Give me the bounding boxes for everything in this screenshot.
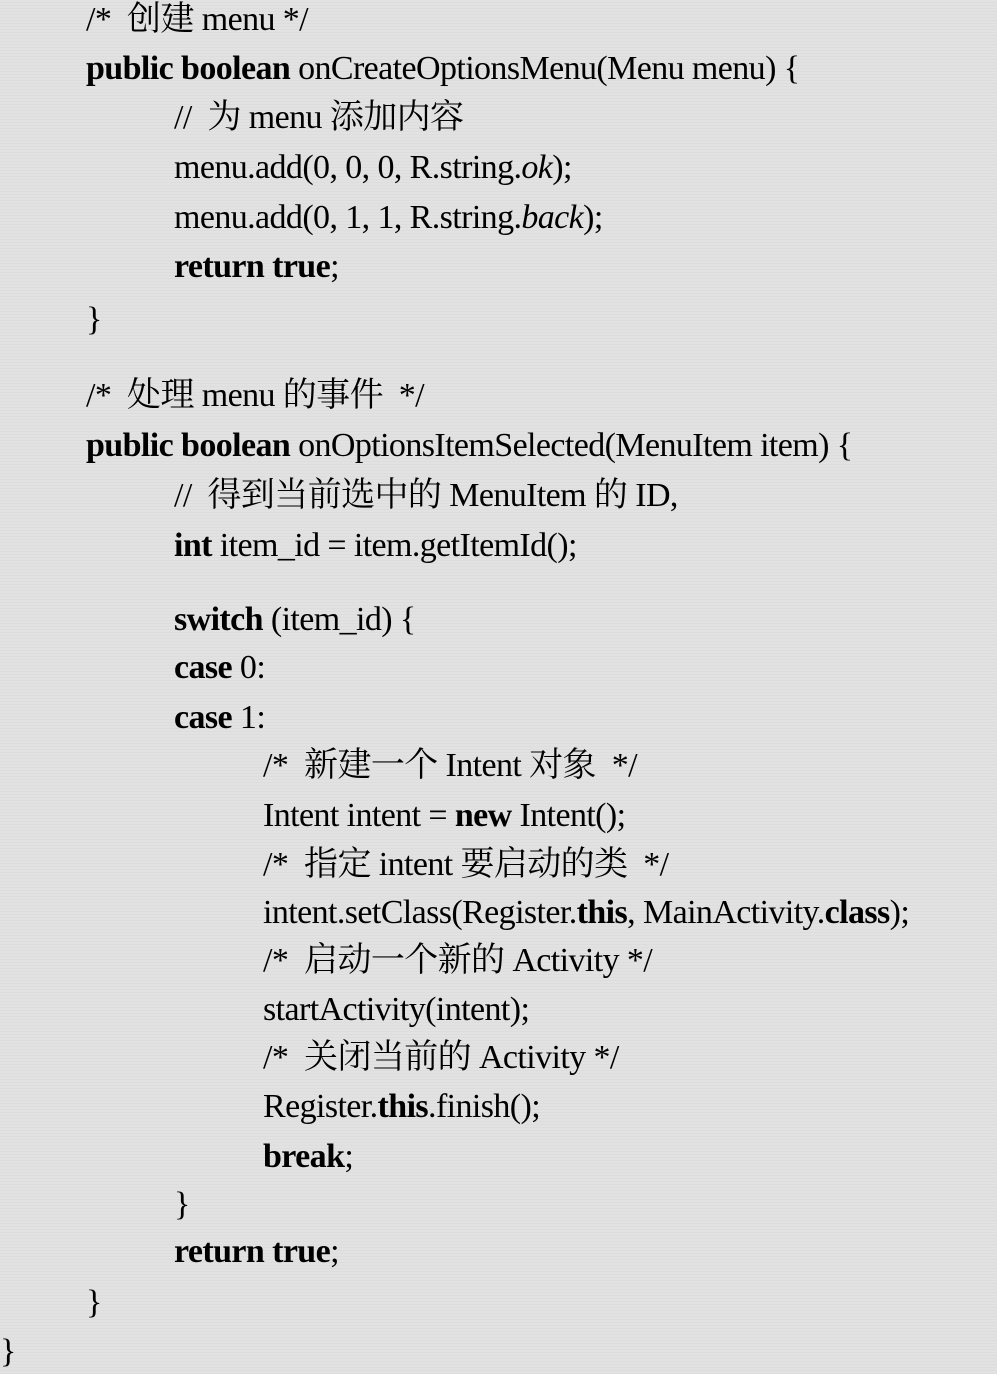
code-text: // 得到当前选中的 MenuItem 的 ID, (174, 477, 678, 514)
code-line (0, 1232, 339, 1272)
code-keyword: int (174, 527, 212, 564)
code-line (0, 1087, 540, 1127)
code-text: 1: (232, 699, 266, 736)
code-keyword: return true (174, 1233, 331, 1270)
code-italic-text: ok (521, 149, 553, 186)
code-keyword: break (263, 1138, 345, 1175)
code-line (0, 98, 463, 138)
code-text: /* 指定 intent 要启动的类 */ (263, 846, 669, 883)
code-line (0, 796, 625, 836)
code-text: ; (344, 1138, 354, 1175)
code-text: } (0, 1333, 16, 1370)
code-line (0, 1137, 353, 1177)
code-text: /* 启动一个新的 Activity */ (263, 942, 653, 979)
code-line (0, 426, 852, 466)
code-line (0, 698, 265, 738)
code-line (0, 941, 652, 981)
code-line (0, 476, 678, 516)
code-text: // 为 menu 添加内容 (174, 99, 464, 136)
code-line (0, 376, 424, 416)
code-text: /* 创建 menu */ (86, 1, 309, 38)
code-text: } (174, 1186, 190, 1223)
code-keyword: switch (174, 601, 263, 638)
code-line (0, 247, 339, 287)
code-text: intent.setClass(Register. (263, 894, 577, 931)
code-line (0, 198, 603, 238)
code-text: Register. (263, 1088, 378, 1125)
code-text: , MainActivity. (627, 894, 825, 931)
code-line (0, 49, 799, 89)
code-text: ; (330, 1233, 339, 1270)
code-keyword: class (824, 894, 890, 931)
code-line (0, 845, 669, 885)
code-line (0, 1283, 102, 1323)
code-text: menu.add(0, 1, 1, R.string. (174, 199, 522, 236)
code-text: /* 关闭当前的 Activity */ (263, 1039, 619, 1076)
code-line (0, 0, 308, 40)
code-keyword: this (576, 894, 628, 931)
code-line (0, 1038, 619, 1078)
code-line (0, 148, 572, 188)
code-text: onOptionsItemSelected(MenuItem item) { (290, 427, 853, 464)
code-text: /* 新建一个 Intent 对象 */ (263, 747, 637, 784)
code-text: /* 处理 menu 的事件 */ (86, 377, 425, 414)
code-text: onCreateOptionsMenu(Menu menu) { (290, 50, 800, 87)
code-text: ); (583, 199, 603, 236)
code-text: startActivity(intent); (263, 991, 530, 1028)
code-text: (item_id) { (262, 601, 416, 638)
code-text: Intent intent = (263, 797, 455, 834)
code-line (0, 893, 909, 933)
code-text: 0: (232, 649, 266, 686)
code-italic-text: back (521, 199, 584, 236)
code-keyword: case (174, 649, 233, 686)
code-line (0, 526, 577, 566)
code-line (0, 746, 637, 786)
code-text: .finish(); (428, 1088, 541, 1125)
code-text: Intent(); (511, 797, 626, 834)
code-keyword: public boolean (86, 427, 291, 464)
code-text: ); (552, 149, 572, 186)
code-text: ; (330, 248, 339, 285)
code-keyword: case (174, 699, 233, 736)
code-keyword: public boolean (86, 50, 291, 87)
code-text: } (86, 301, 102, 338)
code-keyword: this (377, 1088, 429, 1125)
code-line (0, 990, 529, 1030)
code-line (0, 1332, 16, 1372)
code-keyword: new (454, 797, 512, 834)
code-line (0, 600, 416, 640)
code-text: } (86, 1284, 102, 1321)
code-keyword: return true (174, 248, 331, 285)
code-line (0, 648, 265, 688)
code-text: ); (889, 894, 910, 931)
code-text: menu.add(0, 0, 0, R.string. (174, 149, 522, 186)
code-text: item_id = item.getItemId(); (211, 527, 577, 564)
code-line (0, 1185, 190, 1225)
code-line (0, 300, 102, 340)
